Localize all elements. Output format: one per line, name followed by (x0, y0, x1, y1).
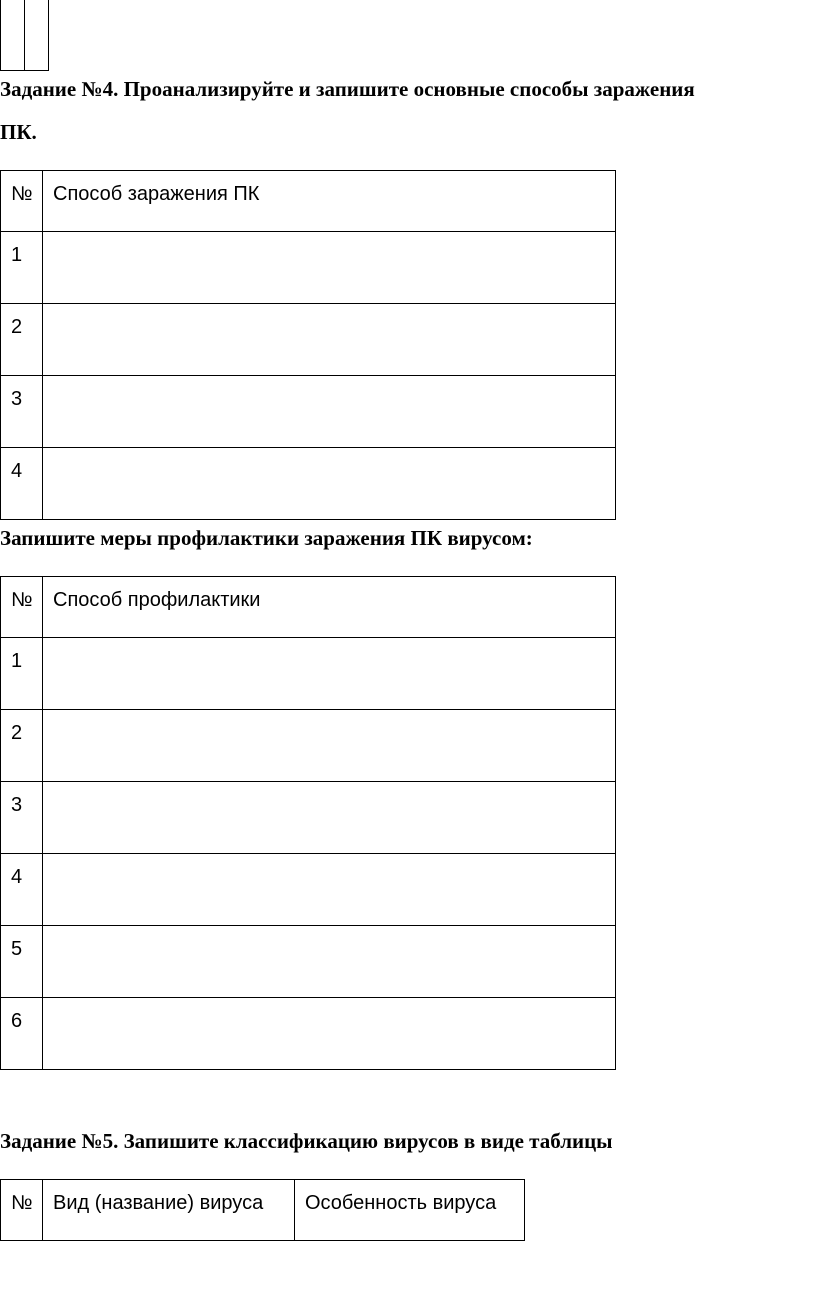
answer-cell[interactable] (43, 782, 616, 854)
task4-heading-line2: ПК. (0, 120, 37, 144)
prevention-methods-table (0, 576, 616, 1070)
row-number: 1 (1, 232, 43, 304)
answer-cell[interactable] (43, 854, 616, 926)
row-number: 2 (1, 304, 43, 376)
virus-classification-table (0, 1179, 525, 1241)
prevention-heading: Запишите меры профилактики заражения ПК вирусом: (0, 526, 533, 550)
header-number: № (1, 577, 43, 638)
answer-cell[interactable] (43, 448, 616, 520)
fragment-cell (1, 0, 25, 71)
fragment-cell (25, 0, 49, 71)
answer-cell[interactable] (43, 376, 616, 448)
answer-cell[interactable] (43, 232, 616, 304)
row-number: 5 (1, 926, 43, 998)
header-number: № (1, 1180, 43, 1241)
previous-table-fragment (0, 0, 49, 71)
answer-cell[interactable] (43, 710, 616, 782)
infection-methods-table (0, 170, 616, 520)
row-number: 3 (1, 782, 43, 854)
task4-heading-line1: Задание №4. Проанализируйте и запишите основные способы заражения (0, 77, 695, 101)
header-number: № (1, 171, 43, 232)
header-infection-method: Способ заражения ПК (43, 171, 616, 232)
answer-cell[interactable] (43, 304, 616, 376)
header-virus-feature: Особенность вируса (295, 1180, 525, 1241)
row-number: 4 (1, 854, 43, 926)
answer-cell[interactable] (43, 638, 616, 710)
row-number: 4 (1, 448, 43, 520)
header-prevention-method: Способ профилактики (43, 577, 616, 638)
row-number: 3 (1, 376, 43, 448)
answer-cell[interactable] (43, 998, 616, 1070)
row-number: 1 (1, 638, 43, 710)
header-virus-type: Вид (название) вируса (43, 1180, 295, 1241)
row-number: 2 (1, 710, 43, 782)
task5-heading: Задание №5. Запишите классификацию вирусов в виде таблицы (0, 1129, 613, 1153)
answer-cell[interactable] (43, 926, 616, 998)
row-number: 6 (1, 998, 43, 1070)
